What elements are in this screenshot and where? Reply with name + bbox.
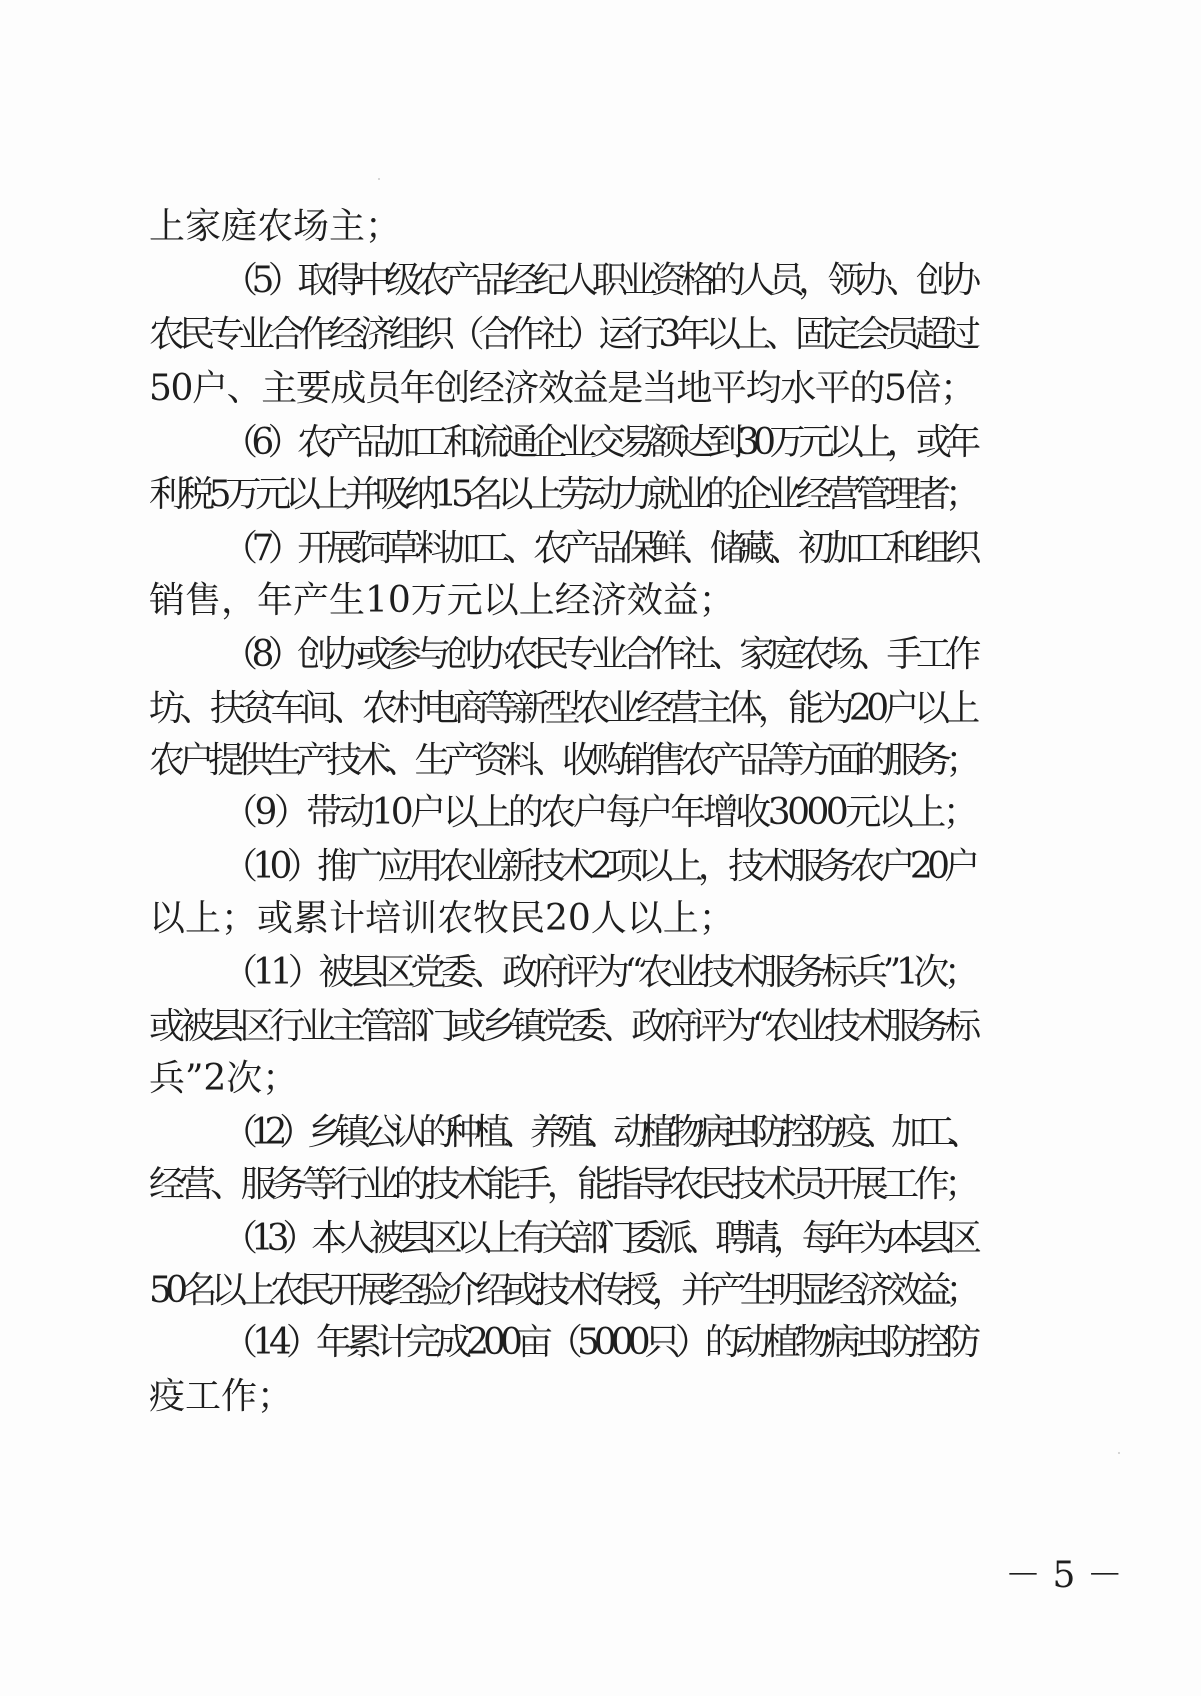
text-line: （8）创办或参与创办农民专业合作社、家庭农场、手工作 (222, 634, 975, 675)
text-line: 经营、服务等行业的技术能手，能指导农民技术员开展工作； (149, 1164, 975, 1205)
text-line: 销售，年产生10万元以上经济效益； (149, 580, 735, 621)
text-line: （10）推广应用农业新技术2项以上，技术服务农户20户 (222, 846, 975, 887)
text-line: 农户提供生产技术、生产资料、收购销售农产品等方面的服务； (149, 740, 976, 781)
text-line: （14）年累计完成200亩（5000只）的动植物病虫防控防 (222, 1322, 976, 1363)
text-line: 或被县区行业主管部门或乡镇党委、政府评为“农业技术服务标 (149, 1006, 976, 1047)
text-line: （12）乡镇公认的种植、养殖、动植物病虫防控防疫、加工、 (222, 1112, 975, 1153)
text-line: 50名以上农民开展经验介绍或技术传授，并产生明显经济效益； (149, 1270, 975, 1311)
scan-speck (1118, 1452, 1120, 1454)
text-line: （6）农产品加工和流通企业交易额达到30万元以上，或年 (222, 422, 975, 463)
text-line: 农民专业合作经济组织（合作社）运行3年以上、固定会员超过 (149, 314, 975, 355)
text-line: 疫工作； (149, 1376, 294, 1417)
text-line: （7）开展饲草料加工、农产品保鲜、储藏、初加工和组织 (222, 528, 975, 569)
text-line: 50户、主要成员年创经济效益是当地平均水平的5倍； (149, 368, 975, 409)
text-line: 坊、扶贫车间、农村电商等新型农业经营主体，能为20户以上 (149, 688, 975, 729)
text-line: 兵”2次； (149, 1058, 299, 1099)
text-line: （11）被县区党委、政府评为“农业技术服务标兵”1次； (222, 952, 975, 993)
text-line: （9）带动10户以上的农户每户年增收3000元以上； (222, 792, 976, 833)
text-line: （5）取得中级农产品经纪人职业资格的人员，领办、创办 (222, 260, 975, 301)
text-line: 以上；或累计培训农牧民20人以上； (149, 898, 735, 939)
page-number: － 5 － (1005, 1555, 1123, 1596)
text-line: （13）本人被县区以上有关部门委派、聘请，每年为本县区 (222, 1218, 975, 1259)
text-line: 上家庭农场主； (149, 206, 402, 247)
scan-speck (378, 178, 380, 180)
text-line: 利税5万元以上并吸纳15名以上劳动力就业的企业经营管理者； (149, 474, 975, 515)
